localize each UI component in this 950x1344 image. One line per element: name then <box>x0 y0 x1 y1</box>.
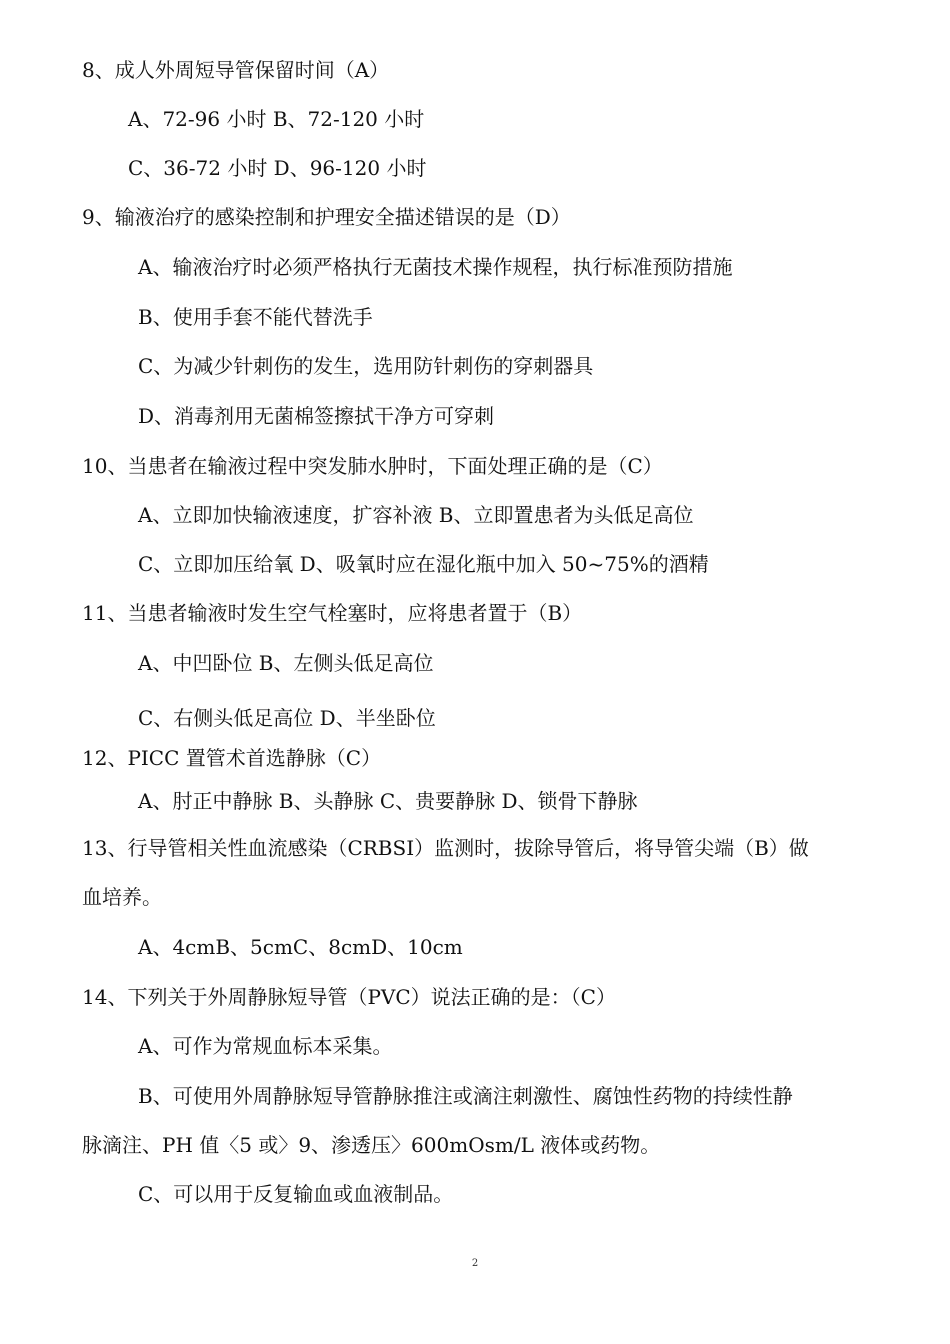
question-9-option-b: B、使用手套不能代替洗手 <box>138 305 373 329</box>
question-9-text: 9、输液治疗的感染控制和护理安全描述错误的是（D） <box>82 205 571 229</box>
question-10-text: 10、当患者在输液过程中突发肺水肿时，下面处理正确的是（C） <box>82 454 663 478</box>
question-9-option-a: A、输液治疗时必须严格执行无菌技术操作规程，执行标准预防措施 <box>138 255 733 279</box>
question-8-text: 8、成人外周短导管保留时间（A） <box>82 58 390 82</box>
question-9-option-d: D、消毒剂用无菌棉签擦拭干净方可穿刺 <box>138 404 495 428</box>
question-14-option-c: C、可以用于反复输血或血液制品。 <box>138 1182 454 1206</box>
question-11-option-cd: C、右侧头低足高位 D、半坐卧位 <box>138 706 436 730</box>
question-12-options: A、肘正中静脉 B、头静脉 C、贵要静脉 D、锁骨下静脉 <box>138 789 638 813</box>
question-10-option-cd: C、立即加压给氧 D、吸氧时应在湿化瓶中加入 50~75%的酒精 <box>138 552 709 576</box>
question-8-option-ab: A、72-96 小时 B、72-120 小时 <box>128 107 425 131</box>
question-12-text: 12、PICC 置管术首选静脉（C） <box>82 746 382 770</box>
question-11-option-ab: A、中凹卧位 B、左侧头低足高位 <box>138 651 434 675</box>
question-9-option-c: C、为减少针刺伤的发生，选用防针刺伤的穿刺器具 <box>138 354 594 378</box>
question-13-text: 13、行导管相关性血流感染（CRBSI）监测时，拔除导管后，将导管尖端（B）做 <box>82 836 809 860</box>
question-10-option-ab: A、立即加快输液速度，扩容补液 B、立即置患者为头低足高位 <box>138 503 694 527</box>
question-14-option-a: A、可作为常规血标本采集。 <box>138 1034 393 1058</box>
question-8-option-cd: C、36-72 小时 D、96-120 小时 <box>128 156 427 180</box>
question-14-text: 14、下列关于外周静脉短导管（PVC）说法正确的是：（C） <box>82 985 616 1009</box>
question-14-option-b-continuation: 脉滴注、PH 值〈5 或〉9、渗透压〉600mOsm/L 液体或药物。 <box>82 1133 661 1157</box>
question-13-text-continuation: 血培养。 <box>82 885 162 909</box>
question-14-option-b: B、可使用外周静脉短导管静脉推注或滴注刺激性、腐蚀性药物的持续性静 <box>138 1084 793 1108</box>
page-number: 2 <box>471 1258 479 1269</box>
question-13-options: A、4cmB、5cmC、8cmD、10cm <box>138 935 463 959</box>
question-11-text: 11、当患者输液时发生空气栓塞时，应将患者置于（B） <box>82 601 583 625</box>
